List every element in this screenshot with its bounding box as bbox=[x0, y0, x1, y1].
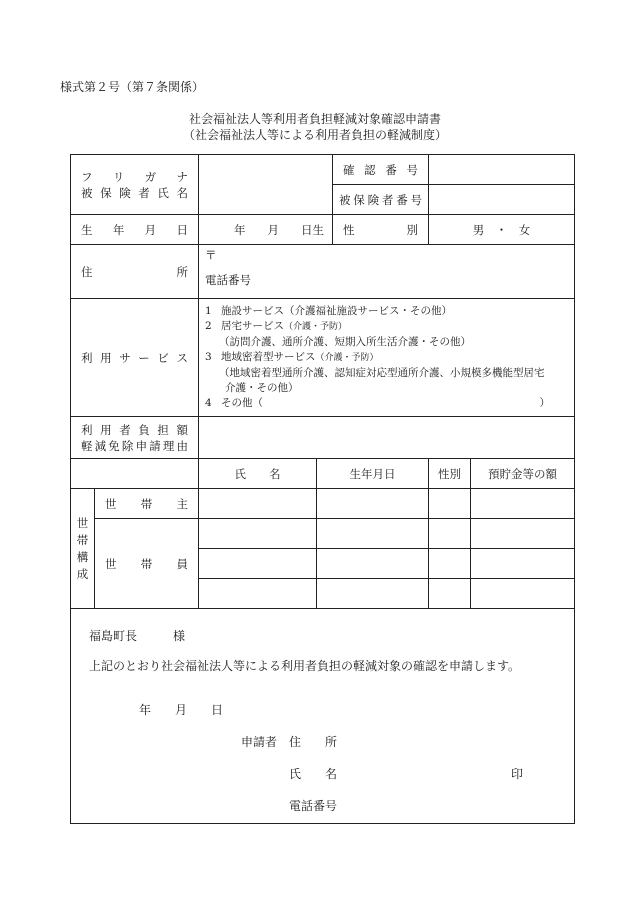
birth-month-label: 月 bbox=[267, 222, 279, 237]
reason-label-line1: 利用者負担額 bbox=[81, 422, 188, 437]
form-subtitle: （社会福祉法人等による利用者負担の軽減制度） bbox=[182, 128, 447, 142]
household-header-blank bbox=[71, 459, 199, 489]
service-label: 利用サービス bbox=[71, 299, 199, 417]
service-options[interactable] bbox=[199, 299, 575, 417]
reason-label-line2: 軽減免除申請理由 bbox=[81, 438, 188, 453]
household-member-savings[interactable] bbox=[471, 579, 575, 609]
household-member-birth[interactable] bbox=[317, 579, 429, 609]
confirmation-number-field[interactable] bbox=[429, 155, 575, 185]
postal-mark: 〒 bbox=[205, 248, 217, 262]
confirmation-number-label: 確認番号 bbox=[333, 155, 429, 185]
service-item-4[interactable]: 4 その他（ ） bbox=[205, 397, 550, 409]
service-item-2[interactable]: 2 居宅サービス（介護・予防） bbox=[205, 320, 348, 332]
household-member-name[interactable] bbox=[199, 519, 317, 549]
household-head-savings[interactable] bbox=[471, 489, 575, 519]
insured-number-field[interactable] bbox=[429, 185, 575, 215]
form-number: 様式第２号（第７条関係） bbox=[60, 80, 205, 94]
household-head-gender[interactable] bbox=[429, 489, 471, 519]
gender-label: 性別 bbox=[333, 215, 429, 245]
household-member-birth[interactable] bbox=[317, 549, 429, 579]
birth-day-label: 日生 bbox=[301, 222, 324, 237]
household-head-birth[interactable] bbox=[317, 489, 429, 519]
household-member-gender[interactable] bbox=[429, 579, 471, 609]
applicant-label: 申請者 bbox=[241, 735, 278, 749]
service-item-3-detail-1: （地域密着型通所介護、認知症対応型通所介護、小規模多機能型居宅 bbox=[219, 367, 545, 379]
address-field[interactable] bbox=[199, 245, 575, 299]
reason-field[interactable] bbox=[199, 417, 575, 459]
household-col-gender: 性別 bbox=[429, 459, 471, 489]
household-head-name[interactable] bbox=[199, 489, 317, 519]
service-item-1[interactable]: 1 施設サービス（介護福祉施設サービス・その他） bbox=[205, 305, 452, 317]
address-label: 住所 bbox=[71, 245, 199, 299]
declaration-statement: 上記のとおり社会福祉法人等による利用者負担の軽減対象の確認を申請します。 bbox=[89, 659, 521, 673]
applicant-phone-label: 電話番号 bbox=[289, 799, 338, 813]
gender-options[interactable]: 男 ・ 女 bbox=[429, 215, 575, 245]
service-item-3[interactable]: 3 地域密着型サービス（介護・予防） bbox=[205, 351, 379, 363]
furigana-label: フ リ ガ ナ bbox=[81, 169, 188, 184]
service-item-2-detail: （訪問介護、通所介護、短期入所生活介護・その他） bbox=[219, 336, 471, 348]
birth-year-label: 年 bbox=[234, 222, 246, 237]
household-member-savings[interactable] bbox=[471, 549, 575, 579]
household-col-birth: 生年月日 bbox=[317, 459, 429, 489]
seal-mark: 印 bbox=[511, 767, 524, 781]
household-col-name: 氏 名 bbox=[199, 459, 317, 489]
insured-name-field[interactable] bbox=[199, 155, 333, 215]
household-head-label: 世帯主 bbox=[95, 489, 199, 519]
form-title: 社会福祉法人等利用者負担軽減対象確認申請書 bbox=[188, 112, 441, 126]
household-member-gender[interactable] bbox=[429, 549, 471, 579]
household-member-birth[interactable] bbox=[317, 519, 429, 549]
application-form-table bbox=[70, 154, 575, 824]
birth-date-field[interactable] bbox=[199, 215, 333, 245]
application-date[interactable]: 年 月 日 bbox=[139, 703, 224, 717]
household-member-label: 世帯員 bbox=[95, 519, 199, 609]
insured-name-label: 被保険者氏名 bbox=[81, 185, 188, 200]
household-col-savings: 預貯金等の額 bbox=[471, 459, 575, 489]
applicant-address-label: 住 所 bbox=[289, 735, 338, 749]
declaration-section bbox=[71, 609, 575, 824]
household-member-name[interactable] bbox=[199, 579, 317, 609]
addressee: 福島町長 様 bbox=[89, 629, 186, 643]
service-item-3-detail-2: 介護・その他） bbox=[225, 382, 299, 394]
household-member-savings[interactable] bbox=[471, 519, 575, 549]
insured-name-label-cell bbox=[71, 155, 199, 215]
address-phone-label: 電話番号 bbox=[205, 273, 251, 287]
birth-date-label: 生年月日 bbox=[71, 215, 199, 245]
reason-label-cell bbox=[71, 417, 199, 459]
applicant-name-label: 氏 名 bbox=[289, 767, 338, 781]
insured-number-label: 被保険者番号 bbox=[333, 185, 429, 215]
household-member-name[interactable] bbox=[199, 549, 317, 579]
household-member-gender[interactable] bbox=[429, 519, 471, 549]
household-section-label: 世 帯 構 成 bbox=[71, 489, 95, 609]
